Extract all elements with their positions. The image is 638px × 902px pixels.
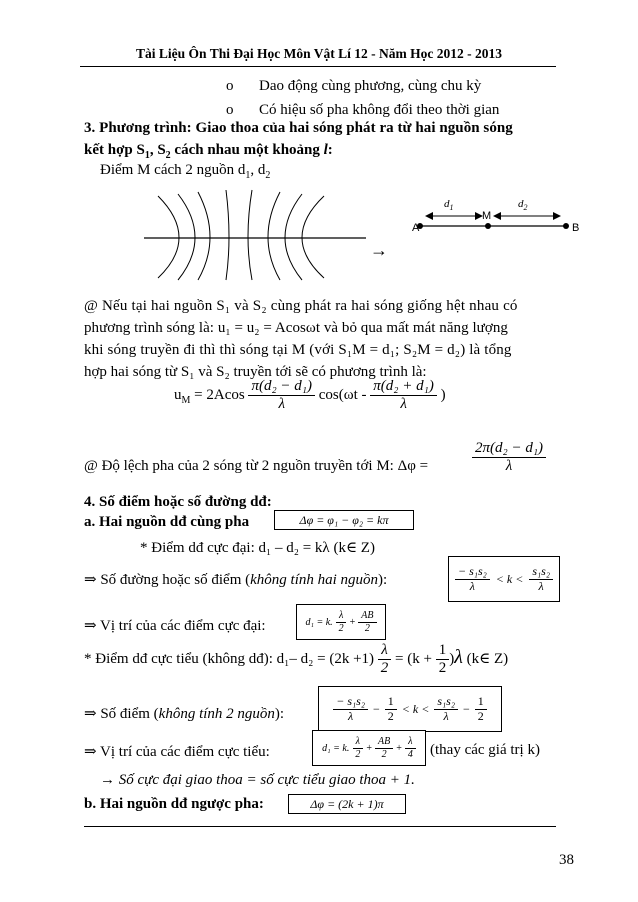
section3-heading-line1: 3. Phương trình: Giao thoa của hai sóng phát ra từ hai nguồn sóng — [84, 120, 513, 136]
interference-diagram — [140, 186, 370, 282]
para-line-3: khi sóng truyền đi thì thì sóng tại M (với S₁M = d₁; S₂M = d₂) là tổng — [84, 342, 512, 358]
para-line-2: phương trình sóng là: u₁ = u₂ = Acosωt và bỏ qua mất mát năng lượng — [84, 320, 508, 336]
label-A: A — [412, 222, 420, 234]
a-heading: a. Hai nguồn dđ cùng pha — [84, 514, 250, 530]
count-max-text: ⇒ Số đường hoặc số điểm (không tính hai nguồn): — [84, 572, 388, 588]
pos-min-text: ⇒ Vị trí của các điểm cực tiểu: — [84, 744, 270, 760]
bullet-1 — [226, 78, 481, 95]
label-d1: $d_1$ — [444, 198, 454, 213]
fraction-2: $\frac{\text{π(d₂ + d₁)}}{\lambda}$ — [370, 378, 437, 414]
section4-heading: 4. Số điểm hoặc số đường dđ: — [84, 494, 272, 510]
footer-rule — [84, 826, 556, 827]
pos-max-text: ⇒ Vị trí của các điểm cực đại: — [84, 618, 266, 634]
pos-max-box: d₁ = k. $\frac{\lambda}{2}$ + $\frac{AB}{2}$ — [296, 604, 386, 640]
header-rule — [80, 66, 556, 67]
pos-min-box: d₁ = k. $\frac{\lambda}{2}$ + $\frac{AB}{2}$ + $\frac{\lambda}{4}$ — [312, 730, 426, 766]
page-header-title: Tài Liệu Ôn Thi Đại Học Môn Vật Lí 12 - Năm Học 2012 - 2013 — [136, 46, 502, 61]
page-number: 38 — [559, 852, 574, 868]
bullet-marker: o — [226, 78, 234, 94]
bullet-text: Có hiệu số pha không đổi theo thời gian — [259, 102, 500, 118]
equation-uM: $u_M = 2Acos$ $\frac{\text{π(d₂ − d₁)}}{\lambda}$ cos(ωt - $\frac{\text{π(d₂ + d₁)}}{\lambda}$ ) — [174, 378, 446, 413]
extrema-note: → Số cực đại giao thoa = số cực tiểu giao thoa + 1. — [100, 772, 415, 788]
phase-diff-text: @ Độ lệch pha của 2 sóng từ 2 nguồn truyền tới M: Δφ = — [84, 458, 429, 474]
a-formula-box: Δφ = φ₁ − φ₂ = kπ — [274, 510, 414, 530]
bullet-2 — [226, 102, 499, 119]
para-line-4: hợp hai sóng từ S₁ và S₂ truyền tới sẽ có phương trình là: — [84, 364, 427, 380]
label-B: B — [572, 222, 580, 234]
b-formula-box: Δφ = (2k + 1)π — [288, 794, 406, 814]
section3-heading-line2: kết hợp $S_1$, $S_2$ cách nhau một khoảng l: — [84, 142, 333, 161]
pos-min-note: (thay các giá trị k) — [430, 742, 540, 758]
diagram-arrow: → — [370, 240, 388, 260]
phase-diff-fraction: $\frac{\text{2π(d₂ − d₁)}}{\lambda}$ — [472, 440, 546, 476]
bullet-marker: o — [226, 102, 234, 118]
label-M: M — [482, 210, 492, 222]
b-heading: b. Hai nguồn dđ ngược pha: — [84, 796, 264, 812]
count-min-box: $\frac{\text{− s₁s₂}}{\lambda}$ − $\frac{1}{2}$ < k < $\frac{\text{s₁s₂}}{\lambda}$ − $\frac{1}{2}$ — [318, 686, 502, 732]
count-max-box: $\frac{\text{− s₁s₂}}{\lambda}$ < k < $\frac{\text{s₁s₂}}{\lambda}$ — [448, 556, 560, 602]
max-condition: * Điểm dđ cực đại: d₁ – d₂ = kλ (k∈ Z) — [140, 540, 375, 556]
bullet-text: Dao động cùng phương, cùng chu kỳ — [259, 78, 482, 94]
point-m-text: Điểm M cách 2 nguồn $d_1$, $d_2$ — [100, 162, 271, 181]
label-d2: $d_2$ — [518, 198, 528, 213]
fraction-1: $\frac{\text{π(d₂ − d₁)}}{\lambda}$ — [248, 378, 315, 414]
count-min-text: ⇒ Số điểm (không tính 2 nguồn): — [84, 706, 285, 722]
min-condition: * Điểm dđ cực tiểu (không dđ): d₁– d₂ = (2k +1) $\frac{\lambda}{2}$ = (k + $\frac{1}{2}$ )λ (k∈ Z) — [84, 642, 509, 677]
para-line-1: @ Nếu tại hai nguồn S₁ và S₂ cùng phát ra hai sóng giống hệt nhau có — [84, 298, 518, 314]
